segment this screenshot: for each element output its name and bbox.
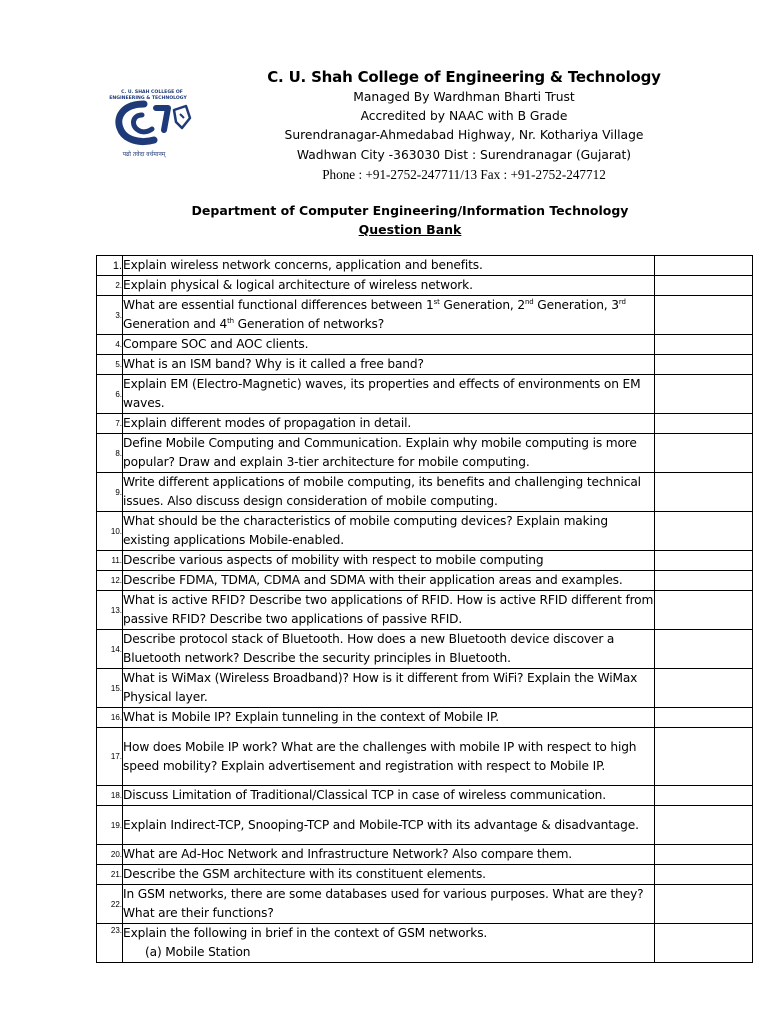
question-text: What are Ad-Hoc Network and Infrastructure Network? Also compare them. bbox=[123, 845, 655, 865]
marks-cell bbox=[654, 845, 752, 865]
table-row bbox=[97, 786, 753, 806]
header-line-managed: Managed By Wardhman Bharti Trust bbox=[353, 90, 575, 104]
question-text: Describe various aspects of mobility with respect to mobile computing bbox=[123, 551, 655, 571]
table-row bbox=[97, 414, 753, 434]
question-text: Explain Indirect-TCP, Snooping-TCP and Mobile-TCP with its advantage & disadvantage. bbox=[123, 806, 655, 845]
question-number: 15. bbox=[97, 669, 123, 708]
question-text: What is active RFID? Describe two applications of RFID. How is active RFID different from passive RFID? Describe two applications of passive RFID. bbox=[123, 591, 655, 630]
question-text: Compare SOC and AOC clients. bbox=[123, 335, 655, 355]
question-text: Explain physical & logical architecture of wireless network. bbox=[123, 276, 655, 296]
logo-text-2: ENGINEERING & TECHNOLOGY bbox=[109, 96, 187, 101]
question-text: Explain the following in brief in the context of GSM networks. (a) Mobile Station bbox=[123, 924, 655, 963]
sub-question: (a) Mobile Station bbox=[145, 945, 251, 959]
marks-cell bbox=[654, 335, 752, 355]
question-number: 10. bbox=[97, 512, 123, 551]
marks-cell bbox=[654, 551, 752, 571]
question-number: 22. bbox=[97, 885, 123, 924]
question-number: 1. bbox=[97, 256, 123, 276]
college-logo bbox=[104, 88, 200, 160]
question-text: Explain different modes of propagation in detail. bbox=[123, 414, 655, 434]
table-row bbox=[97, 355, 753, 375]
table-row bbox=[97, 728, 753, 786]
header-line-city: Wadhwan City -363030 Dist : Surendranagar (Gujarat) bbox=[296, 147, 632, 162]
marks-cell bbox=[654, 865, 752, 885]
department-heading bbox=[96, 201, 724, 239]
question-text: Write different applications of mobile computing, its benefits and challenging technical issues. Also discuss design consideration of mobile computing. bbox=[123, 473, 655, 512]
question-text: Describe the GSM architecture with its constituent elements. bbox=[123, 865, 655, 885]
marks-cell bbox=[654, 512, 752, 551]
marks-cell bbox=[654, 473, 752, 512]
question-table bbox=[96, 255, 753, 963]
table-row bbox=[97, 276, 753, 296]
question-number: 18. bbox=[97, 786, 123, 806]
marks-cell bbox=[654, 296, 752, 335]
table-row bbox=[97, 512, 753, 551]
header-phone: Phone : +91-2752-247711/13 Fax : +91-2752-247712 bbox=[322, 166, 606, 182]
table-row bbox=[97, 551, 753, 571]
table-row bbox=[97, 296, 753, 335]
question-number: 4. bbox=[97, 335, 123, 355]
question-number: 6. bbox=[97, 375, 123, 414]
marks-cell bbox=[654, 414, 752, 434]
question-number: 23. bbox=[97, 924, 123, 963]
question-text: What are essential functional differences between 1st Generation, 2nd Generation, 3rd Generation and 4th Generation of networks? bbox=[123, 296, 655, 335]
question-number: 13. bbox=[97, 591, 123, 630]
marks-cell bbox=[654, 885, 752, 924]
question-number: 21. bbox=[97, 865, 123, 885]
question-number: 12. bbox=[97, 571, 123, 591]
header-line-address: Surendranagar-Ahmedabad Highway, Nr. Kothariya Village bbox=[284, 128, 644, 143]
header-line-accredited: Accredited by NAAC with B Grade bbox=[360, 109, 568, 124]
table-row bbox=[97, 256, 753, 276]
question-text: What is Mobile IP? Explain tunneling in the context of Mobile IP. bbox=[123, 708, 655, 728]
marks-cell bbox=[654, 924, 752, 963]
question-text: Explain wireless network concerns, application and benefits. bbox=[123, 256, 655, 276]
table-row bbox=[97, 708, 753, 728]
question-number: 3. bbox=[97, 296, 123, 335]
table-row bbox=[97, 865, 753, 885]
table-row bbox=[97, 571, 753, 591]
question-number: 9. bbox=[97, 473, 123, 512]
marks-cell bbox=[654, 355, 752, 375]
marks-cell bbox=[654, 375, 752, 414]
table-row bbox=[97, 473, 753, 512]
table-row bbox=[97, 845, 753, 865]
question-number: 16. bbox=[97, 708, 123, 728]
marks-cell bbox=[654, 786, 752, 806]
question-text: Define Mobile Computing and Communication. Explain why mobile computing is more popular? Draw and explain 3-tier architecture for mobile computing. bbox=[123, 434, 655, 473]
marks-cell bbox=[654, 591, 752, 630]
department-title: Department of Computer Engineering/Information Technology bbox=[191, 203, 629, 218]
table-row bbox=[97, 669, 753, 708]
question-text: In GSM networks, there are some databases used for various purposes. What are they? What are their functions? bbox=[123, 885, 655, 924]
question-number: 14. bbox=[97, 630, 123, 669]
marks-cell bbox=[654, 669, 752, 708]
table-row bbox=[97, 630, 753, 669]
marks-cell bbox=[654, 276, 752, 296]
question-number: 5. bbox=[97, 355, 123, 375]
table-row bbox=[97, 335, 753, 355]
question-number: 19. bbox=[97, 806, 123, 845]
college-header bbox=[250, 66, 678, 184]
marks-cell bbox=[654, 708, 752, 728]
table-row bbox=[97, 375, 753, 414]
college-name: C. U. Shah College of Engineering & Technology bbox=[267, 68, 661, 86]
table-row bbox=[97, 434, 753, 473]
marks-cell bbox=[654, 571, 752, 591]
logo-text-1: C. U. SHAH COLLEGE OF bbox=[121, 90, 183, 95]
logo-motto: पढो तवेदा वर्धमानम् bbox=[122, 151, 166, 158]
question-text: Explain EM (Electro-Magnetic) waves, its properties and effects of environments on EM waves. bbox=[123, 375, 655, 414]
table-row bbox=[97, 924, 753, 963]
table-row bbox=[97, 806, 753, 845]
question-bank-title: Question Bank bbox=[358, 222, 462, 237]
question-text: How does Mobile IP work? What are the challenges with mobile IP with respect to high speed mobility? Explain advertisement and registration with respect to Mobile IP. bbox=[123, 728, 655, 786]
marks-cell bbox=[654, 256, 752, 276]
table-row bbox=[97, 591, 753, 630]
question-number: 11. bbox=[97, 551, 123, 571]
marks-cell bbox=[654, 728, 752, 786]
question-text: Discuss Limitation of Traditional/Classical TCP in case of wireless communication. bbox=[123, 786, 655, 806]
marks-cell bbox=[654, 434, 752, 473]
marks-cell bbox=[654, 630, 752, 669]
question-text: What is an ISM band? Why is it called a free band? bbox=[123, 355, 655, 375]
question-text: What should be the characteristics of mobile computing devices? Explain making existing applications Mobile-enabled. bbox=[123, 512, 655, 551]
question-number: 7. bbox=[97, 414, 123, 434]
question-number: 2. bbox=[97, 276, 123, 296]
question-number: 17. bbox=[97, 728, 123, 786]
question-number: 20. bbox=[97, 845, 123, 865]
question-text: Describe protocol stack of Bluetooth. How does a new Bluetooth device discover a Bluetooth network? Describe the security principles in Bluetooth. bbox=[123, 630, 655, 669]
question-text: Describe FDMA, TDMA, CDMA and SDMA with their application areas and examples. bbox=[123, 571, 655, 591]
question-text: What is WiMax (Wireless Broadband)? How is it different from WiFi? Explain the WiMax Physical layer. bbox=[123, 669, 655, 708]
marks-cell bbox=[654, 806, 752, 845]
question-number: 8. bbox=[97, 434, 123, 473]
table-row bbox=[97, 885, 753, 924]
